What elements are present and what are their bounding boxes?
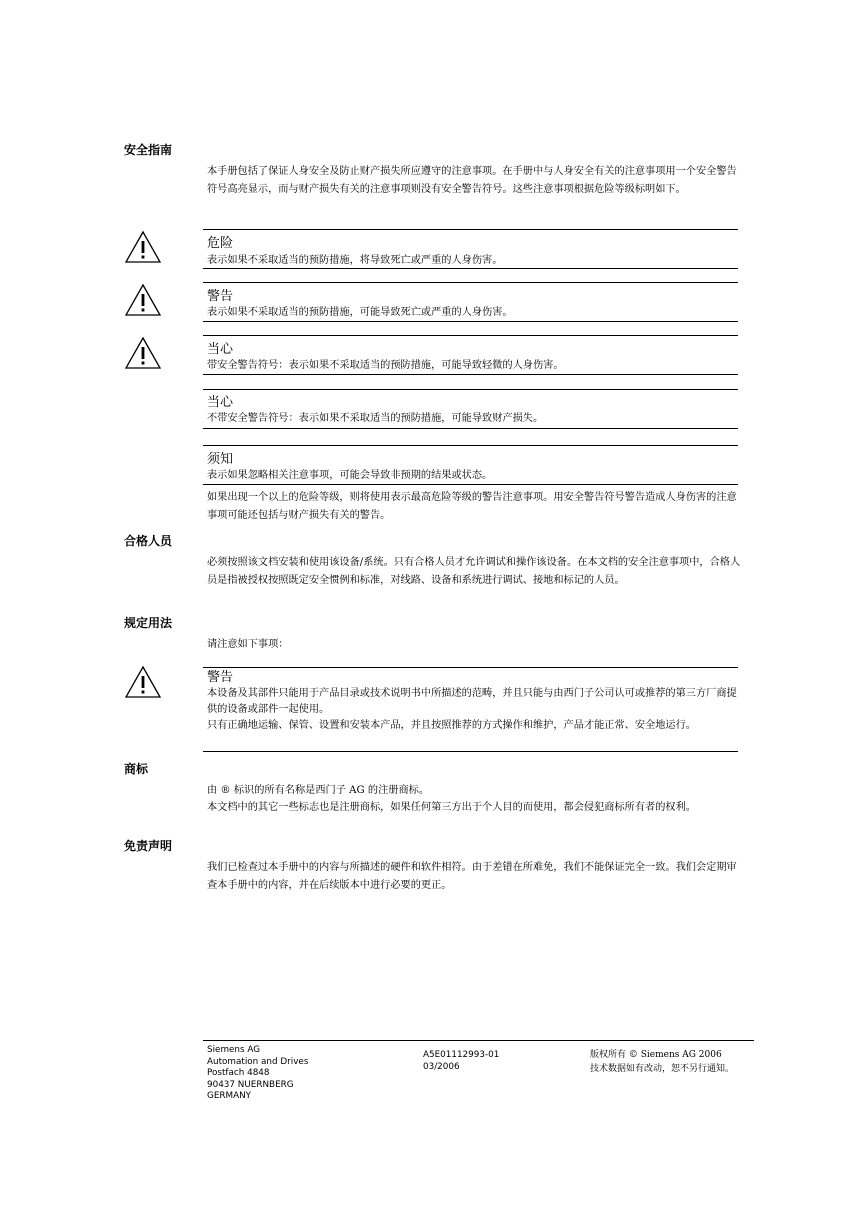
level-title-notice: 须知 bbox=[207, 452, 234, 467]
trademark-text: 由 ® 标识的所有名称是西门子 AG 的注册商标。 本文档中的其它一些标志也是注册商标，如果任何第三方出于个人目的而使用，都会侵犯商标所有者的权利。 bbox=[207, 785, 696, 813]
section-heading-safety: 安全指南 bbox=[124, 143, 173, 157]
disclaimer-text: 我们已检查过本手册中的内容与所描述的硬件和软件相符。由于差错在所难免，我们不能保证完全一致。我们会定期审查本手册中的内容，并在后续版本中进行必要的更正。 bbox=[207, 862, 737, 891]
warning-triangle-icon bbox=[124, 336, 162, 370]
level-title-danger: 危险 bbox=[207, 236, 234, 251]
level-text-caution-nosymbol: 不带安全警告符号：表示如果不采取适当的预防措施，可能导致财产损失。 bbox=[207, 413, 544, 424]
section-heading-trademark: 商标 bbox=[124, 762, 149, 776]
divider bbox=[203, 282, 738, 283]
divider bbox=[203, 428, 738, 429]
footer-divider bbox=[203, 1040, 754, 1041]
safety-outro: 如果出现一个以上的危险等级，则将使用表示最高危险等级的警告注意事项。用安全警告符号警告造成人身伤害的注意事项可能还包括与财产损失有关的警告。 bbox=[207, 492, 737, 521]
level-text-caution: 带安全警告符号：表示如果不采取适当的预防措施，可能导致轻微的人身伤害。 bbox=[207, 360, 564, 371]
safety-intro: 本手册包括了保证人身安全及防止财产损失所应遵守的注意事项。在手册中与人身安全有关的注意事项用一个安全警告符号高亮显示，而与财产损失有关的注意事项则没有安全警告符号。这些注意事项根据危险等级标明如下。 bbox=[207, 166, 737, 195]
divider bbox=[203, 667, 738, 668]
qualified-text: 必须按照该文档安装和使用该设备/系统。只有合格人员才允许调试和操作该设备。在本文档的安全注意事项中，合格人员是指被授权按照既定安全惯例和标准，对线路、设备和系统进行调试、接地和标记的人员。 bbox=[207, 557, 741, 586]
warning-triangle-icon bbox=[124, 283, 162, 317]
footer-doc-info: A5E01112993-01 03/2006 bbox=[423, 1050, 500, 1072]
divider bbox=[203, 374, 738, 375]
divider bbox=[203, 268, 738, 269]
section-heading-usage: 规定用法 bbox=[124, 616, 173, 630]
level-title-caution-nosymbol: 当心 bbox=[207, 395, 234, 410]
footer-address: Siemens AG Automation and Drives Postfach 4848 90437 NUERNBERG GERMANY bbox=[207, 1045, 309, 1102]
warning-triangle-icon bbox=[124, 665, 162, 699]
footer-copyright: 版权所有 © Siemens AG 2006 技术数据如有改动，恕不另行通知。 bbox=[590, 1050, 735, 1074]
warning-triangle-icon bbox=[124, 230, 162, 264]
usage-warning-title: 警告 bbox=[207, 670, 234, 685]
section-heading-qualified: 合格人员 bbox=[124, 534, 173, 548]
divider bbox=[203, 321, 738, 322]
divider bbox=[203, 389, 738, 390]
usage-intro: 请注意如下事项： bbox=[207, 639, 289, 650]
divider bbox=[203, 484, 738, 485]
usage-warning-text: 本设备及其部件只能用于产品目录或技术说明书中所描述的范畴，并且只能与由西门子公司认可或推荐的第三方厂商提供的设备或部件一起使用。 只有正确地运输、保管、设置和安装本产品，并且按照推荐的方式操作和维护，产品才能正常、安全地运行。 bbox=[207, 688, 737, 731]
divider bbox=[203, 229, 738, 230]
level-text-danger: 表示如果不采取适当的预防措施，将导致死亡或严重的人身伤害。 bbox=[207, 255, 503, 266]
level-text-notice: 表示如果忽略相关注意事项，可能会导致非预期的结果或状态。 bbox=[207, 470, 493, 481]
divider bbox=[203, 335, 738, 336]
section-heading-disclaimer: 免责声明 bbox=[124, 839, 173, 853]
divider bbox=[203, 751, 738, 752]
level-title-warning: 警告 bbox=[207, 289, 234, 304]
level-title-caution: 当心 bbox=[207, 342, 234, 357]
divider bbox=[203, 445, 738, 446]
level-text-warning: 表示如果不采取适当的预防措施，可能导致死亡或严重的人身伤害。 bbox=[207, 307, 513, 318]
